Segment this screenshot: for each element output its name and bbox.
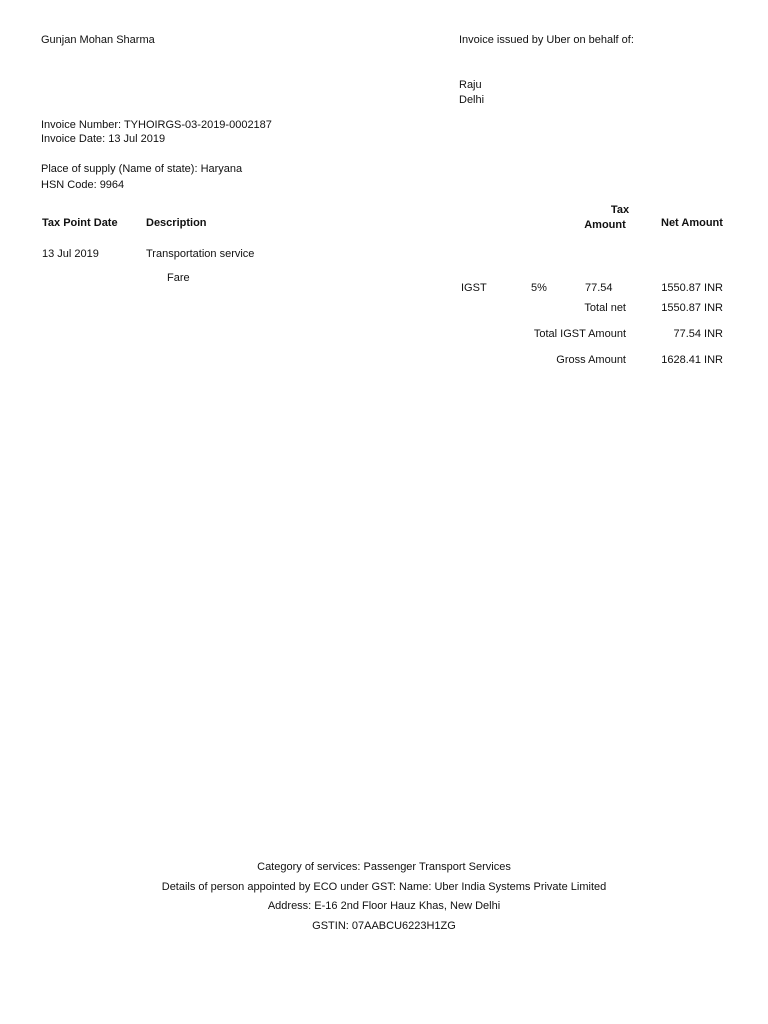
total-igst-label: Total IGST Amount bbox=[533, 328, 626, 340]
hsn-code: HSN Code: 9964 bbox=[41, 179, 125, 191]
header-tax-point-date: Tax Point Date bbox=[42, 217, 118, 229]
customer-name: Gunjan Mohan Sharma bbox=[41, 34, 155, 46]
gross-amount-value: 1628.41 INR bbox=[661, 354, 723, 366]
total-igst-value: 77.54 INR bbox=[673, 328, 723, 340]
header-net-amount: Net Amount bbox=[661, 217, 723, 229]
fare-tax-rate: 5% bbox=[531, 282, 547, 294]
fare-tax-amount: 77.54 bbox=[585, 282, 613, 294]
place-of-supply: Place of supply (Name of state): Haryana bbox=[41, 163, 243, 175]
footer-gstin: GSTIN: 07AABCU6223H1ZG bbox=[312, 920, 456, 932]
gross-amount-label: Gross Amount bbox=[556, 354, 626, 366]
fare-label: Fare bbox=[167, 272, 190, 284]
invoice-date: Invoice Date: 13 Jul 2019 bbox=[41, 133, 166, 145]
total-net-value: 1550.87 INR bbox=[661, 302, 723, 314]
fare-tax-type: IGST bbox=[461, 282, 487, 294]
row-description: Transportation service bbox=[146, 248, 255, 260]
driver-name: Raju bbox=[459, 79, 482, 91]
invoice-number: Invoice Number: TYHOIRGS-03-2019-0002187 bbox=[41, 119, 272, 131]
footer-category: Category of services: Passenger Transport Services bbox=[257, 861, 511, 873]
header-tax-line2: Amount bbox=[584, 219, 626, 231]
footer-address: Address: E-16 2nd Floor Hauz Khas, New Delhi bbox=[267, 900, 501, 912]
driver-city: Delhi bbox=[459, 94, 485, 106]
row-date: 13 Jul 2019 bbox=[42, 248, 99, 260]
total-net-label: Total net bbox=[584, 302, 626, 314]
header-tax-line1: Tax bbox=[610, 204, 630, 216]
fare-net-amount: 1550.87 INR bbox=[661, 282, 723, 294]
header-description: Description bbox=[146, 217, 207, 229]
footer-eco-details: Details of person appointed by ECO under GST: Name: Uber India Systems Private Limited bbox=[161, 881, 607, 893]
issuer-label: Invoice issued by Uber on behalf of: bbox=[459, 34, 634, 46]
